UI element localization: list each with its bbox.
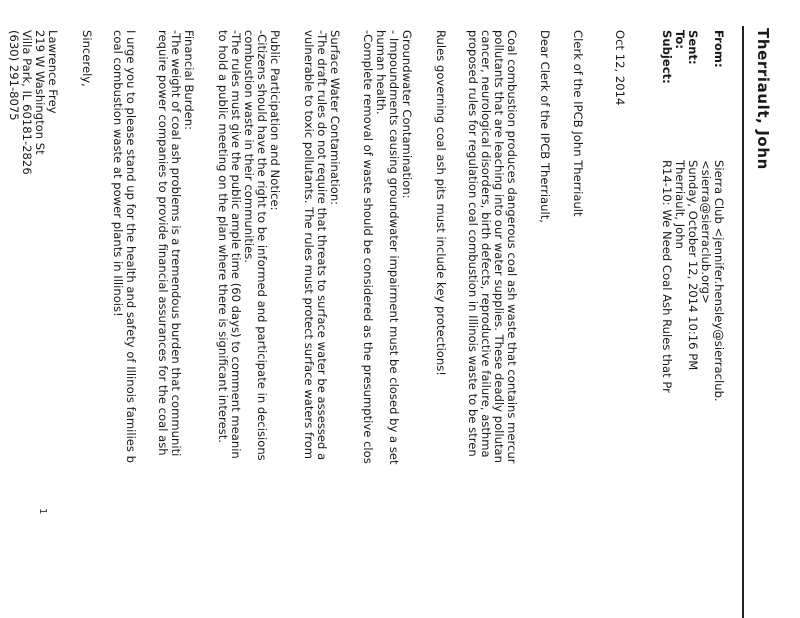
letter-date: Oct 12, 2014 — [613, 30, 627, 106]
rules-statement: Rules governing coal ash pits must include key protections! — [434, 30, 448, 376]
closing-request-line: coal combustion waste at power plants in Illinois! — [111, 30, 125, 317]
signature-name: Lawrence Frey — [46, 30, 60, 114]
subject-value: R14-10: We Need Coal Ash Rules that Pr — [660, 160, 674, 393]
financial-line: require power companies to provide financial assurances for the coal ash — [156, 30, 170, 456]
recipient-name-heading: Therriault, John — [754, 28, 772, 170]
subject-label: Subject: — [660, 30, 674, 84]
signature-city: Villa Park, IL 60181-2826 — [20, 30, 34, 175]
signature-phone: (630) 291-8075 — [7, 30, 21, 121]
intro-line: Coal combustion produces dangerous coal ash waste that contains mercur — [505, 30, 519, 464]
surface-line: vulnerable to toxic pollutants. The rules must protect surface waters from — [302, 30, 316, 460]
financial-heading: Financial Burden: — [182, 30, 196, 131]
public-heading: Public Participation and Notice: — [268, 30, 282, 211]
groundwater-line: human health. — [374, 30, 388, 115]
signature-street: 219 W Washington St — [33, 30, 47, 155]
from-value: Sierra Club <jennifer.hensley@sierraclub. — [712, 160, 726, 402]
surface-line: -The draft rules do not require that threats to surface water be assessed a — [315, 30, 329, 461]
public-line: -Citizens should have the right to be informed and participate in decisions — [255, 30, 269, 461]
closing-request-line: I urge you to please stand up for the health and safety of Illinois families b — [124, 30, 138, 464]
financial-line: -The weight of coal ash problems is a tremendous burden that communiti — [169, 30, 183, 457]
from-label: From: — [712, 30, 726, 68]
public-line: to hold a public meeting on the plan where there is significant interest. — [216, 30, 230, 443]
surface-heading: Surface Water Contamination: — [328, 30, 342, 206]
letter-salutation: Dear Clerk of the IPCB Therriault, — [538, 30, 552, 223]
groundwater-heading: Groundwater Contamination: — [400, 30, 414, 199]
intro-line: cancer, neurological disorders, birth defects, reproductive failure, asthma — [479, 30, 493, 458]
letter-recipient: Clerk of the IPCB John Therriault — [571, 30, 585, 217]
from-value-line2: <sierra@sierraclub.org> — [699, 160, 713, 304]
header-divider — [742, 26, 744, 618]
sent-value: Sunday, October 12, 2014 10:16 PM — [686, 160, 700, 371]
to-value: Therriault, John — [673, 160, 687, 249]
groundwater-line: -Complete removal of waste should be considered as the presumptive clos — [361, 30, 375, 464]
sent-label: Sent: — [686, 30, 700, 65]
groundwater-line: - Impoundments causing groundwater impairment must be closed by a set — [387, 30, 401, 465]
page-number: 1 — [37, 508, 48, 515]
intro-line: proposed rules for regulation coal combustion in Illinois waste to be stren — [466, 30, 480, 457]
to-label: To: — [673, 30, 687, 49]
intro-line: pollutants that are leaching into our water supplies. These deadly pollutan — [492, 30, 506, 463]
public-line: -The rules must give the public ample time (60 days) to comment meanin — [229, 30, 243, 459]
public-line: combustion waste in their communities. — [242, 30, 256, 263]
signoff: Sincerely, — [80, 30, 94, 87]
